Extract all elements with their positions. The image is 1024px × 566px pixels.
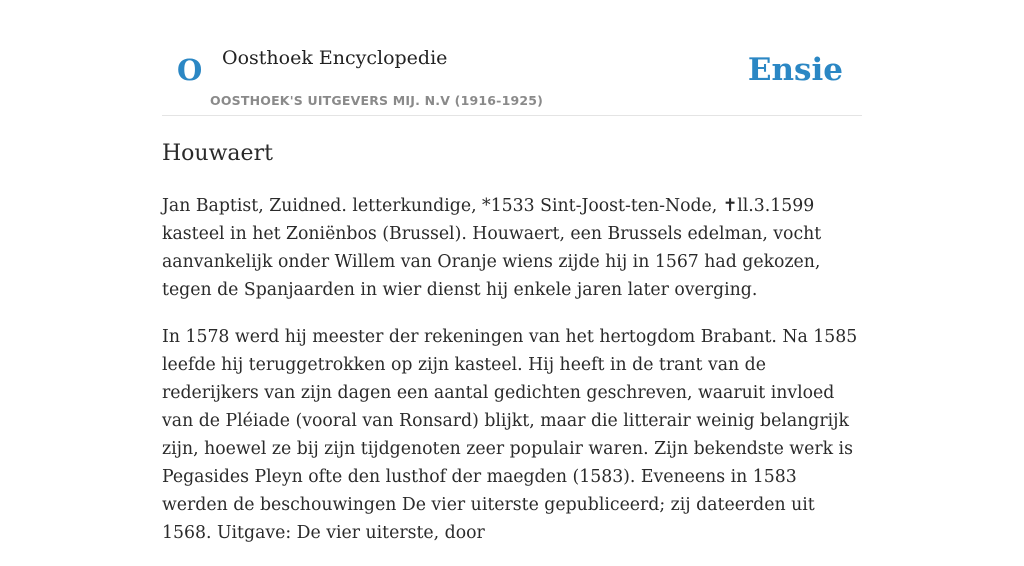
- encyclopedia-logo[interactable]: O: [177, 53, 203, 87]
- article-body: [162, 192, 862, 566]
- site-title[interactable]: Oosthoek Encyclopedie: [222, 47, 448, 69]
- site-header: [162, 0, 862, 116]
- content-container: [162, 0, 862, 543]
- article-paragraph: Jan Baptist, Zuidned. letterkundige, *1533 Sint-Joost-ten-Node, ✝ll.3.1599 kasteel in het Zoniënbos (Brussel). Houwaert, een Brussels edelman, vocht aanvankelijk onder Willem van Oranje wiens zijde hij in 1567 had gekozen, tegen de Spanjaarden in wier dienst hij enkele jaren later overging.: [162, 196, 822, 300]
- ensie-logo-link[interactable]: Ensie: [747, 52, 843, 88]
- entry-title: Houwaert: [162, 141, 273, 166]
- article-paragraph: In 1578 werd hij meester der rekeningen van het hertogdom Brabant. Na 1585 leefde hij teruggetrokken op zijn kasteel. Hij heeft in de trant van de rederijkers van zijn dagen een aantal gedichten geschreven, waaruit invloed van de Pléiade (vooral van Ronsard) blijkt, maar die litterair weinig belangrijk zijn, hoewel ze bij zijn tijdgenoten zeer populair waren. Zijn bekendste werk is Pegasides Pleyn ofte den lusthof der maegden (1583). Eveneens in 1583 werden de beschouwingen De vier uiterste gepubliceerd; zij dateerden uit 1568. Uitgave: De vier uiterste, door: [162, 327, 858, 543]
- publisher-label: OOSTHOEK'S UITGEVERS MIJ. N.V (1916-1925): [210, 93, 544, 108]
